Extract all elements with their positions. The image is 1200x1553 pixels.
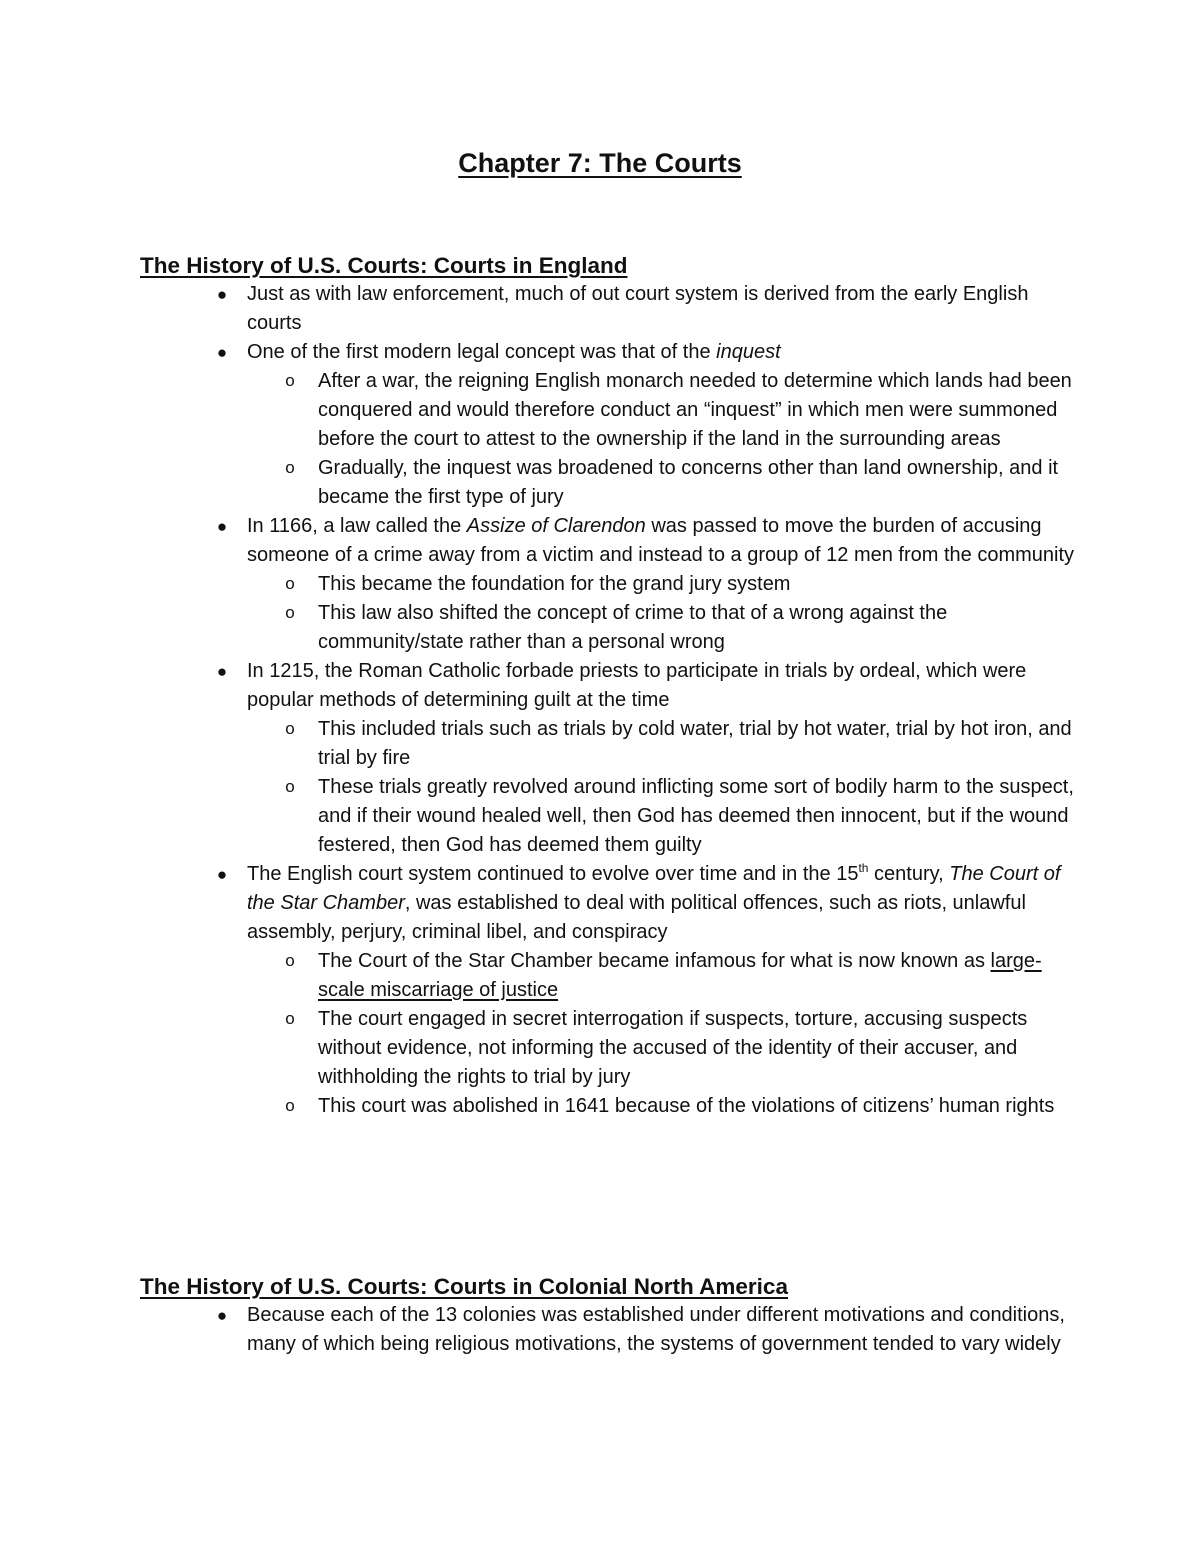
circle-bullet-icon: o (285, 574, 295, 593)
sub-list-item (140, 599, 1080, 657)
list-item (140, 338, 1080, 512)
sub-list (247, 715, 1080, 860)
bullet-icon: ● (216, 1306, 228, 1325)
list-item (140, 860, 1080, 1121)
sub-list (247, 367, 1080, 512)
list-item-text: century, (868, 863, 950, 885)
sub-list-item-text: This court was abolished in 1641 because of the violations of citizens’ human rights (318, 1095, 1055, 1117)
list-item-text: In 1166, a law called the (247, 515, 467, 537)
sub-list-item (140, 1005, 1080, 1092)
bullet-icon: ● (216, 662, 228, 681)
underlined-phrase: large-scale miscarriage of justice (318, 950, 1042, 1001)
list-item-text: Because each of the 13 colonies was established under different motivations and conditions, many of which being religious motivations, the systems of government tended to vary widely (247, 1304, 1065, 1355)
bullet-icon: ● (216, 517, 228, 536)
sub-list-item (140, 570, 1080, 599)
circle-bullet-icon: o (285, 1009, 295, 1028)
sub-list-item (140, 715, 1080, 773)
list-item (140, 280, 1080, 338)
circle-bullet-icon: o (285, 458, 295, 477)
section-heading: The History of U.S. Courts: Courts in England (140, 253, 628, 278)
sub-list-item-text: These trials greatly revolved around inflicting some sort of bodily harm to the suspect, and if their wound healed well, then God has deemed then innocent, but if the wound festered, then God has deemed them guilty (318, 776, 1074, 856)
list-item (140, 657, 1080, 860)
bullet-icon: ● (216, 865, 228, 884)
circle-bullet-icon: o (285, 777, 295, 796)
sub-list-item-text: The court engaged in secret interrogation if suspects, torture, accusing suspects without evidence, not informing the accused of the identity of their accuser, and withholding the rights to trial by jury (318, 1008, 1028, 1088)
sub-list-item (140, 367, 1080, 454)
sub-list-item-text: The Court of the Star Chamber became infamous for what is now known as (318, 950, 991, 972)
sub-list-item (140, 773, 1080, 860)
sub-list-item (140, 947, 1080, 1005)
circle-bullet-icon: o (285, 951, 295, 970)
sub-list-item-text: After a war, the reigning English monarch needed to determine which lands had been conquered and would therefore conduct an “inquest” in which men were summoned before the court to attest to the ownership if the land in the surrounding areas (318, 370, 1072, 450)
list-item (140, 1301, 1080, 1359)
bullet-icon: ● (216, 285, 228, 304)
section-courts-in-england (140, 251, 1080, 1121)
list-item (140, 512, 1080, 657)
bullet-list (140, 1301, 1080, 1359)
term-assize-of-clarendon: Assize of Clarendon (466, 515, 646, 537)
list-item-text: One of the first modern legal concept was that of the (247, 341, 717, 363)
chapter-title: Chapter 7: The Courts (458, 148, 742, 178)
sub-list-item (140, 1092, 1080, 1121)
list-item-text: In 1215, the Roman Catholic forbade priests to participate in trials by ordeal, which were popular methods of determining guilt at the time (247, 660, 1027, 711)
circle-bullet-icon: o (285, 603, 295, 622)
circle-bullet-icon: o (285, 1096, 295, 1115)
section-courts-in-colonial-north-america (140, 1272, 1080, 1359)
bullet-list (140, 280, 1080, 1121)
sub-list-item-text: Gradually, the inquest was broadened to concerns other than land ownership, and it became the first type of jury (318, 457, 1059, 508)
circle-bullet-icon: o (285, 371, 295, 390)
list-item-text: Just as with law enforcement, much of out court system is derived from the early English courts (247, 283, 1029, 334)
section-heading: The History of U.S. Courts: Courts in Colonial North America (140, 1274, 788, 1299)
circle-bullet-icon: o (285, 719, 295, 738)
sub-list (247, 570, 1080, 657)
sub-list-item-text: This law also shifted the concept of crime to that of a wrong against the community/state rather than a personal wrong (318, 602, 948, 653)
list-item-text: , was established to deal with political offences, such as riots, unlawful assembly, perjury, criminal libel, and conspiracy (247, 892, 1026, 943)
sub-list-item (140, 454, 1080, 512)
bullet-icon: ● (216, 343, 228, 362)
sub-list (247, 947, 1080, 1121)
list-item-text: was passed to move the burden of accusing someone of a crime away from a victim and instead to a group of 12 men from the community (247, 515, 1075, 566)
list-item-text: The English court system continued to evolve over time and in the 15 (247, 863, 859, 885)
sub-list-item-text: This became the foundation for the grand jury system (318, 573, 791, 595)
term-inquest: inquest (716, 341, 781, 363)
term-court-of-the-star-chamber: The Court of the Star Chamber (247, 863, 1061, 914)
sub-list-item-text: This included trials such as trials by cold water, trial by hot water, trial by hot iron, and trial by fire (318, 718, 1072, 769)
superscript: th (858, 861, 869, 875)
